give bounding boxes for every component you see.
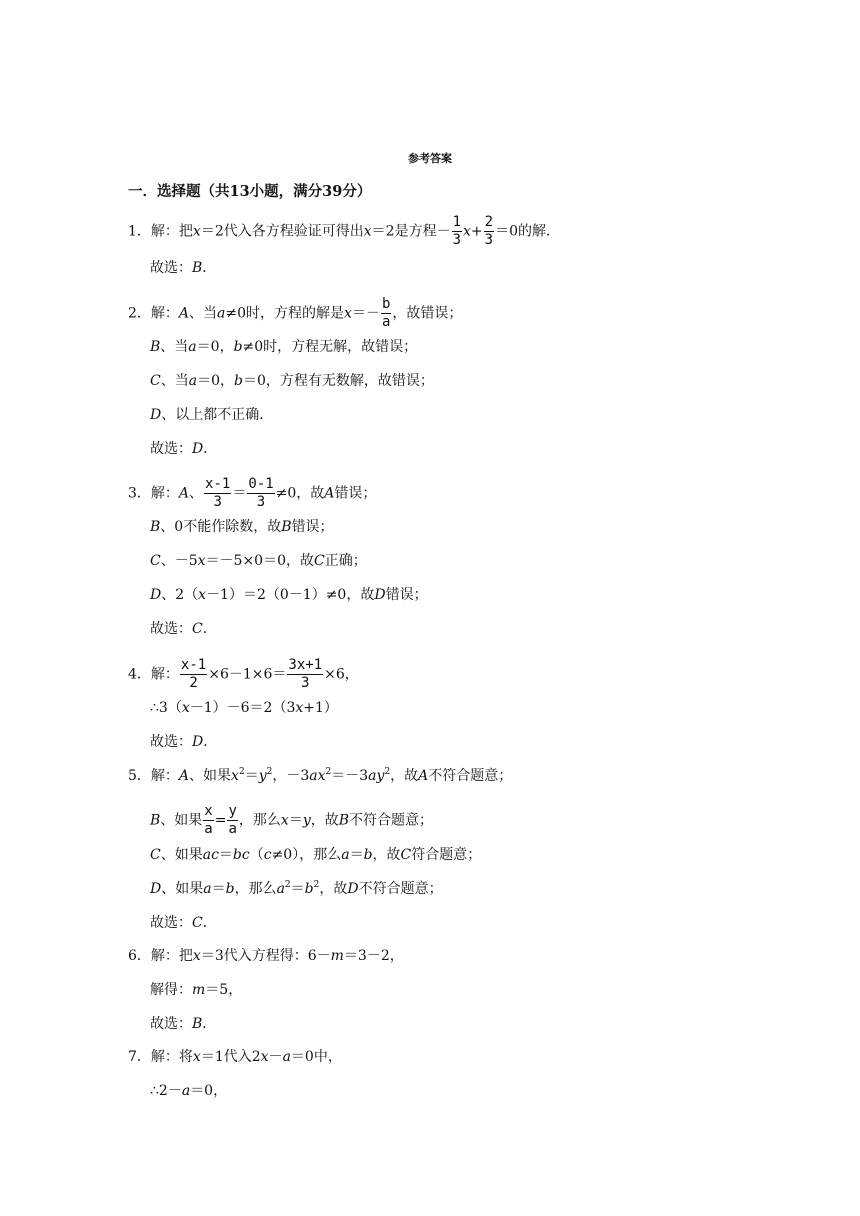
answer-choice: C [192,915,203,931]
q5-var: D [347,881,359,897]
q2-text: 、以上都不正确． [161,407,274,423]
q3-text: 、－5 [160,553,198,569]
q4-line-2 [150,698,338,718]
q5-text: ＝ [244,768,259,784]
q1-var: x [363,223,372,240]
q3-text: 正确； [324,553,367,569]
q5-var: x [231,768,239,784]
q1-number: 1． [128,223,151,240]
q5-text: ＝ [349,847,364,863]
q3-var: C [150,553,161,569]
q3-var: B [281,519,292,535]
q5-var: A [178,768,190,784]
page-title: 参考答案 [408,152,452,165]
q3-var: D [374,587,386,603]
q5-exponent: 2 [384,767,391,777]
q3-var: A [324,485,335,502]
q3-fraction: $\frac{0-1}{3}$ [248,476,274,510]
q5-text: ，故 [319,881,348,897]
q7-line-1 [128,1047,342,1067]
q5-var: A [418,768,429,784]
q3-text: ≠0，故 [275,485,325,502]
q5-text: 解： [150,768,179,784]
q5-line-3 [150,845,481,865]
q5-var: ax [309,768,326,784]
q5-var: C [150,847,161,863]
q3-var: x [198,587,207,603]
q1-var: x [463,223,471,240]
q5-text: ＝ [288,812,303,829]
q5-text: 、如果 [161,881,204,897]
q6-line-1 [128,946,404,966]
q3-text: ＝ [232,485,247,502]
q5-var: y [258,768,267,784]
q1-text: 解：把 [150,223,193,240]
q6-text: ＝5， [205,982,243,998]
q3-text: 、0不能作除数，故 [160,519,282,535]
q5-text: 不符合题意； [349,812,434,829]
q7-text: 解：将 [150,1049,193,1065]
q2-text: 、当 [160,373,189,389]
q7-var: a [282,1049,291,1065]
q5-exponent: 2 [325,767,332,777]
q6-var: x [192,948,201,964]
q1-fraction: $\frac{1}{3}$ [452,214,462,248]
q5-text: 、如果 [189,768,232,784]
answer-end: ． [202,621,217,637]
q4-number: 4． [128,666,151,683]
q3-text: ＝－5×0＝0，故 [205,553,314,569]
q5-var: ac [202,847,219,863]
q5-exponent: 2 [284,880,291,890]
q5-var: B [150,812,161,829]
q5-fraction: $\frac{x}{a}$ [204,803,213,837]
q5-var: a [203,881,212,897]
q2-text: 、当 [160,339,189,355]
q5-exponent: 2 [238,767,245,777]
answer-choice: B [192,260,203,276]
q2-text: 解： [150,305,179,322]
answer-choice: C [192,621,203,637]
q6-text: 解得： [150,982,192,998]
q2-var: D [150,407,162,423]
q7-line-2 [150,1081,227,1101]
q2-line-2 [150,337,417,357]
q5-var: ay [368,768,385,784]
q2-fraction: $\frac{b}{a}$ [381,296,391,330]
q4-text: ×6， [324,666,359,683]
q5-text: ≠0），那么 [271,847,342,863]
q5-var: B [338,812,350,829]
q4-text: 解： [150,666,179,683]
q2-var: a [188,373,198,389]
q3-text: 错误； [334,485,377,502]
q5-text: ＝－3 [331,768,369,784]
q1-line-1 [128,214,561,248]
q1-text: ＝2代入各方程验证可得出 [200,223,364,240]
q2-text: ＝0，方程有无数解，故错误； [242,373,434,389]
q2-var: B [150,339,161,355]
q3-text: 、2（ [161,587,199,603]
q3-line-2 [150,517,334,537]
q3-line-3 [150,551,367,571]
q2-line-3 [150,371,434,391]
q5-text: ，故 [310,812,339,829]
q5-exponent: 2 [313,880,320,890]
q3-var: C [314,553,325,569]
q3-line-1 [128,476,377,510]
q2-text: ＝－ [351,305,380,322]
answer-label: 故选： [150,1016,192,1032]
q6-answer [150,1014,216,1034]
q6-text: 解：把 [150,948,193,964]
q2-text: ＝0， [196,339,234,355]
q2-var: A [178,305,190,322]
q5-var: x [280,812,289,829]
q5-var: bc [232,847,250,863]
q5-text: = [214,812,227,829]
q4-var: x [181,700,190,716]
q4-fraction: $\frac{3x+1}{3}$ [288,657,323,691]
q5-var: C [400,847,412,863]
q5-var: b [304,881,314,897]
q3-fraction: $\frac{x-1}{3}$ [205,476,231,510]
q5-line-2 [150,803,434,837]
q7-text: ∴2－ [150,1083,182,1099]
q3-answer [150,619,217,639]
q2-var: b [234,373,243,389]
q6-line-2 [150,980,242,1000]
q5-text: ，那么 [238,812,281,829]
q3-number: 3． [128,485,151,502]
q2-var: C [150,373,161,389]
q5-text: ＝ [218,847,233,863]
q4-text: ∴3（ [150,700,182,716]
q3-text: 解： [150,485,179,502]
q5-line-4 [150,879,443,899]
answer-label: 故选： [150,734,192,750]
q7-text: ＝0， [190,1083,228,1099]
q5-text: ，－3 [272,768,310,784]
q1-text: ＝0的解． [495,223,561,240]
q7-text: ＝1代入2 [200,1049,261,1065]
q5-text: ，故 [372,847,401,863]
q1-text: + [470,223,483,240]
q5-var: a [276,881,285,897]
q3-var: A [178,485,190,502]
q5-var: b [363,847,373,863]
q1-var: x [192,223,201,240]
q5-var: b [225,881,235,897]
q2-number: 2． [128,305,151,322]
q5-var: D [150,881,162,897]
answer-end: ． [202,260,217,276]
q4-answer [150,732,217,752]
section-heading: 一．选择题（共13小题，满分39分） [128,183,372,200]
answer-choice: D [192,441,204,457]
q3-var: B [150,519,161,535]
q5-text: ＝ [290,881,305,897]
q4-text: －1）－6＝2（3 [189,700,296,716]
q1-fraction: $\frac{2}{3}$ [484,214,494,248]
q5-text: 、如果 [160,847,203,863]
q5-text: 不符合题意； [428,768,513,784]
q2-var: b [233,339,243,355]
q5-answer [150,913,217,933]
q2-text: ＝0， [197,373,234,389]
q7-number: 7． [128,1049,151,1065]
q7-var: a [181,1083,191,1099]
q4-text: ×6－1×6＝ [208,666,287,683]
q1-text: ＝2是方程－ [371,223,451,240]
q5-text: 、如果 [160,812,203,829]
q7-text: ＝0中， [290,1049,342,1065]
answer-label: 故选： [150,915,192,931]
q4-fraction: $\frac{x-1}{2}$ [180,657,207,691]
q3-line-4 [150,585,428,605]
q4-var: x [295,700,304,716]
q5-text: 不符合题意； [358,881,443,897]
q5-text: ，故 [390,768,419,784]
q7-text: － [268,1049,283,1065]
answer-choice: D [192,734,204,750]
q5-var: a [341,847,350,863]
q2-line-4 [150,405,273,425]
q2-text: ≠0时，方程无解，故错误； [242,339,418,355]
q5-number: 5． [128,768,151,784]
q2-var: x [344,305,352,322]
q6-var: m [192,982,206,998]
q2-answer [150,439,217,459]
answer-choice: B [192,1016,203,1032]
q3-var: D [150,587,162,603]
q3-text: 错误； [291,519,334,535]
answer-label: 故选： [150,441,192,457]
q4-line-1 [128,657,359,691]
q3-var: x [197,553,206,569]
answer-end: ． [202,915,217,931]
q1-answer [150,258,216,278]
q6-text: ＝3－2， [343,948,404,964]
q5-var: y [302,812,311,829]
answer-end: ． [202,1016,217,1032]
q5-text: ＝ [211,881,226,897]
q3-text: 、 [189,485,204,502]
q4-text: +1） [303,700,338,716]
q3-text: －1）＝2（0－1）≠0，故 [206,587,375,603]
answer-end: ． [203,441,218,457]
q7-var: x [192,1049,201,1065]
answer-end: ． [203,734,218,750]
answer-label: 故选： [150,260,192,276]
answer-label: 故选： [150,621,192,637]
q2-text: 、当 [189,305,218,322]
q5-text: ，那么 [234,881,277,897]
q6-var: m [330,948,344,964]
q2-var: a [217,305,226,322]
q5-text: 符合题意； [411,847,482,863]
q5-line-1 [128,766,512,786]
q7-var: x [260,1049,269,1065]
q5-exponent: 2 [266,767,273,777]
q5-fraction: $\frac{y}{a}$ [228,803,237,837]
q3-text: 错误； [385,587,428,603]
q2-var: a [188,339,197,355]
q5-var: c [263,847,272,863]
q5-text: （ [249,847,264,863]
q6-text: ＝3代入方程得：6－ [200,948,331,964]
q2-text: ≠0时，方程的解是 [225,305,345,322]
q2-line-1 [128,296,463,330]
q6-number: 6． [128,948,151,964]
q2-text: ，故错误； [392,305,463,322]
